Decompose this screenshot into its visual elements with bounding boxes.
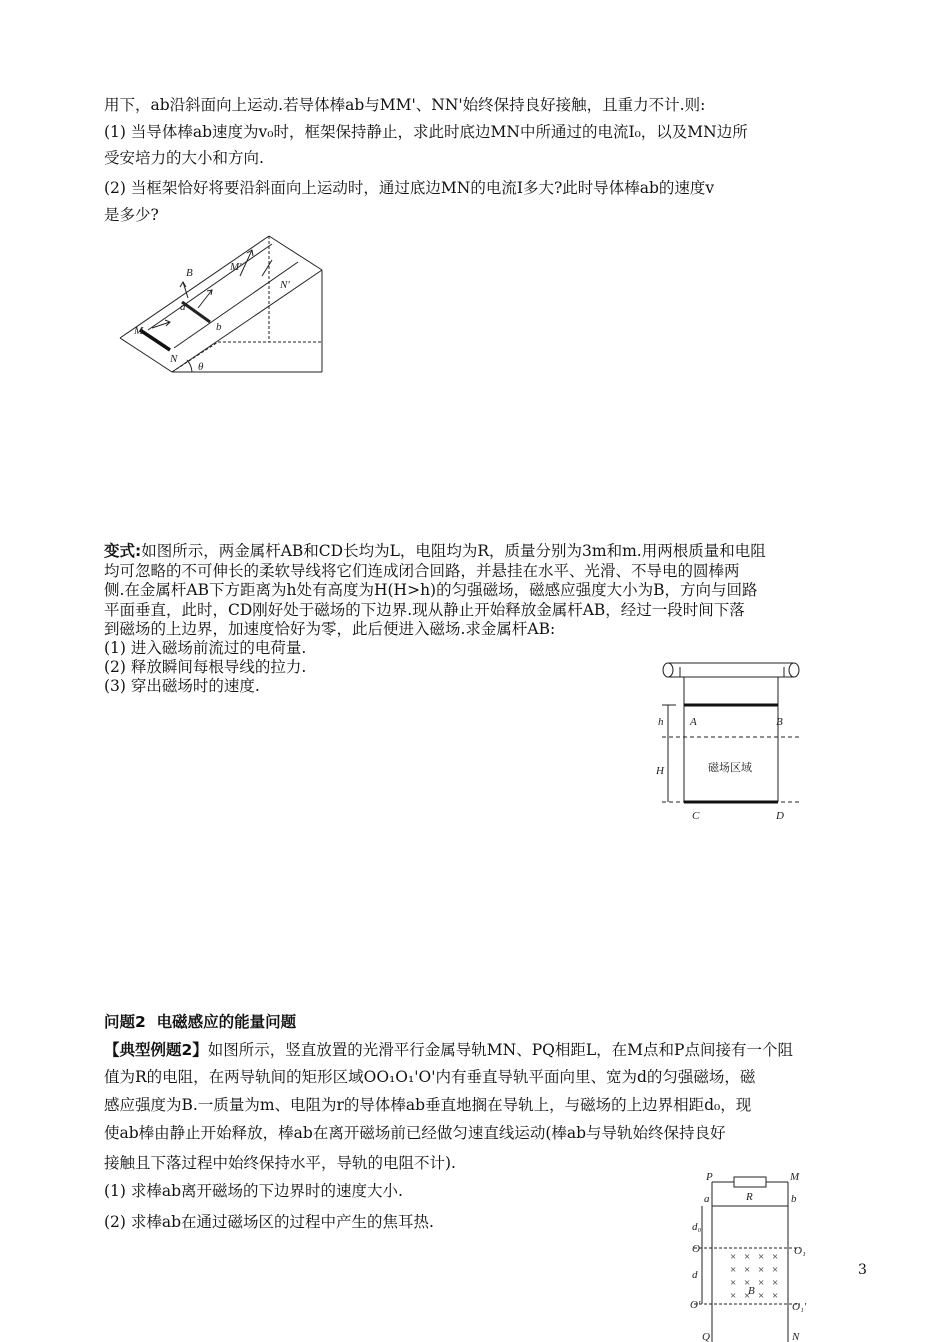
fig1-label-M: M [134,325,144,337]
field-cross: × [744,1277,751,1289]
section2-line2: 值为R的电阻，在两导轨间的矩形区域OO₁O₁'O'内有垂直导轨平面向里、宽为d的匀强磁场，磁 [104,1068,756,1086]
section2-q2: (2) 求棒ab在通过磁场区的过程中产生的焦耳热. [104,1213,434,1231]
fig3-label-M: M [790,1171,800,1183]
fig1-label-Nprime: N' [280,279,290,291]
section2-tag: 【典型例题2】 [104,1041,208,1059]
figure-vertical-rails [690,1168,815,1342]
fig3-label-Q: Q [702,1331,710,1342]
field-cross: × [772,1264,779,1276]
fig3-label-a: a [704,1193,710,1205]
field-cross: × [758,1264,765,1276]
fig2-label-C: C [692,810,700,822]
field-cross: × [730,1251,737,1263]
field-cross: × [772,1251,779,1263]
fig2-label-A: A [690,716,697,728]
fig2-region-label: 磁场区域 [708,761,752,774]
field-cross: × [758,1251,765,1263]
field-cross: × [730,1264,737,1276]
fig3-label-O1prime: O₁' [792,1301,807,1313]
figure-incline [112,230,327,375]
fig1-label-b: b [216,321,222,333]
fig1-label-B: B [186,267,193,279]
field-cross: × [772,1277,779,1289]
fig2-label-h: h [658,716,664,728]
fig3-label-d0: d₀ [692,1221,702,1233]
field-cross: × [744,1264,751,1276]
section2-line5: 接触且下落过程中始终保持水平，导轨的电阻不计). [104,1154,456,1172]
variant-q1: (1) 进入磁场前流过的电荷量. [104,639,307,657]
field-cross: × [744,1290,751,1302]
fig2-label-B: B [776,716,783,728]
variant-q2: (2) 释放瞬间每根导线的拉力. [104,658,307,676]
page-number: 3 [858,1262,867,1278]
variant-line1: 变式:如图所示，两金属杆AB和CD长均为L，电阻均为R，质量分别为3m和m.用两根质量和电阻 [104,542,766,560]
section2-line4: 使ab棒由静止开始释放，棒ab在离开磁场前已经做匀速直线运动(棒ab与导轨始终保持良好 [104,1124,726,1142]
field-cross: × [744,1251,751,1263]
variant-q3: (3) 穿出磁场时的速度. [104,677,260,695]
section2-line3: 感应强度为B.一质量为m、电阻为r的导体棒ab垂直地搁在导轨上，与磁场的上边界相距d₀，现 [104,1096,752,1114]
field-cross: × [758,1290,765,1302]
section2-line1: 【典型例题2】如图所示，竖直放置的光滑平行金属导轨MN、PQ相距L，在M点和P点间接有一个阻 [104,1041,793,1059]
fig3-label-d: d [692,1269,698,1281]
fig3-label-B: B [748,1285,755,1297]
variant-line4: 平面垂直，此时，CD刚好处于磁场的下边界.现从静止开始释放金属杆AB，经过一段时间下落 [104,601,745,619]
fig2-label-H: H [656,765,664,777]
section2-q1: (1) 求棒ab离开磁场的下边界时的速度大小. [104,1182,403,1200]
fig1-label-a: a [180,301,186,313]
problem1-q2-line2: 是多少? [104,206,159,224]
problem1-q1-line1: (1) 当导体棒ab速度为v₀时，框架保持静止，求此时底边MN中所通过的电流I₀，以及MN边所 [104,123,748,141]
problem1-q2-line1: (2) 当框架恰好将要沿斜面向上运动时，通过底边MN的电流I多大?此时导体棒ab的速度v [104,179,715,197]
fig3-label-b: b [791,1193,797,1205]
fig3-label-O1: O₁ [794,1245,806,1257]
fig3-label-N: N [792,1331,800,1342]
fig3-label-R: R [746,1191,753,1203]
field-cross: × [730,1290,737,1302]
fig3-label-P: P [706,1171,713,1183]
variant-label: 变式: [104,542,142,560]
fig1-label-Mprime: M' [230,261,242,273]
fig1-label-theta: θ [198,361,204,373]
field-cross: × [730,1277,737,1289]
fig3-label-Oprime: O' [690,1299,701,1311]
field-cross: × [772,1290,779,1302]
fig3-label-O: O [692,1243,700,1255]
fig2-label-D: D [776,810,784,822]
variant-line2: 均可忽略的不可伸长的柔软导线将它们连成闭合回路，并悬挂在水平、光滑、不导电的圆棒两 [104,562,740,580]
problem1-line1: 用下，ab沿斜面向上运动.若导体棒ab与MM'、NN'始终保持良好接触，且重力不计.则: [104,96,706,114]
problem1-q1-line2: 受安培力的大小和方向. [104,149,264,167]
figure-hanging-rods [654,655,809,823]
field-cross: × [758,1277,765,1289]
fig1-label-N: N [170,353,178,365]
section2-title: 问题2 电磁感应的能量问题 [104,1013,297,1031]
variant-line3: 侧.在金属杆AB下方距离为h处有高度为H(H>h)的匀强磁场，磁感应强度大小为B，方向与回路 [104,581,758,599]
variant-line5: 到磁场的上边界，加速度恰好为零，此后便进入磁场.求金属杆AB: [104,620,556,638]
